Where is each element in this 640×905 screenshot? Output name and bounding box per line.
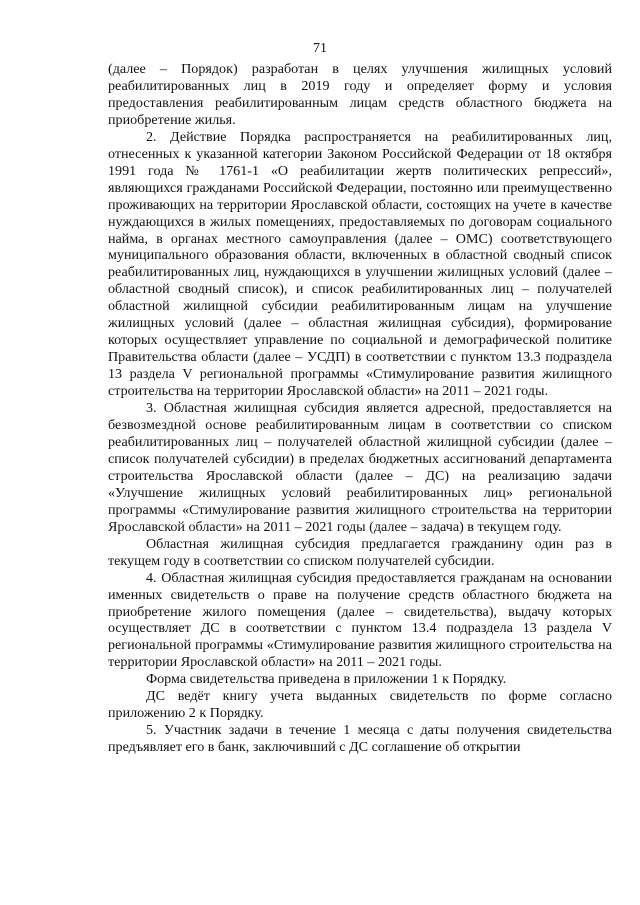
- paragraph-intro-continuation: (далее – Порядок) разработан в целях улучшения жилищных условий реабилитированных лиц в 2019 году и определяет форму и условия предоставления реабилитированным лицам средств областного бюджета на приобретение жилья.: [108, 61, 612, 128]
- paragraph-item-2: 2. Действие Порядка распространяется на реабилитированных лиц, отнесенных к указанной категории Законом Российской Федерации от 18 октября 1991 года № 1761-1 «О реабилитации жертв политических репрессий», являющихся гражданами Российской Федерации, постоянно или преимущественно проживающих на территории Ярославской области, состоящих на учете в качестве нуждающихся в жилых помещениях, предоставляемых по договорам социального найма, в органах местного самоуправления (далее – ОМС) соответствующего муниципального образования области, включенных в областной сводный список реабилитированных лиц, нуждающихся в улучшении жилищных условий (далее – областной сводный список), и список реабилитированных лиц – получателей областной жилищной субсидии реабилитированным лицам на улучшение жилищных условий (далее – областная жилищная субсидия), формирование которых осуществляет управление по социальной и демографической политике Правительства области (далее – УСДП) в соответствии с пунктом 13.3 подраздела 13 раздела V региональной программы «Стимулирование развития жилищного строительства на территории Ярославской области» на 2011 – 2021 годы.: [108, 128, 612, 400]
- paragraph-item-5: 5. Участник задачи в течение 1 месяца с даты получения свидетельства предъявляет его в банк, заключивший с ДС соглашение об открытии: [108, 722, 612, 756]
- paragraph-item-4: 4. Областная жилищная субсидия предоставляется гражданам на основании именных свидетельств о праве на получение средств областного бюджета на приобретение жилого помещения (далее – свидетельства), выдачу которых осуществляет ДС в соответствии с пунктом 13.4 подраздела 13 раздела V региональной программы «Стимулирование развития жилищного строительства на территории Ярославской области» на 2011 – 2021 годы.: [108, 569, 612, 671]
- paragraph-item-3: 3. Областная жилищная субсидия является адресной, предоставляется на безвозмездной основе реабилитированным лицам в соответствии со списком реабилитированных лиц – получателей областной жилищной субсидии (далее – список получателей субсидии) в пределах бюджетных ассигнований департамента строительства Ярославской области (далее – ДС) на реализацию задачи «Улучшение жилищных условий реабилитированных лиц» региональной программы «Стимулирование развития жилищного строительства на территории Ярославской области» на 2011 – 2021 годы (далее – задача) в текущем году.: [108, 400, 612, 535]
- body-text: [108, 61, 612, 756]
- page-number: 71: [313, 41, 327, 56]
- paragraph-subsidy-once: Областная жилищная субсидия предлагается гражданину один раз в текущем году в соответствии со списком получателей субсидии.: [108, 535, 612, 569]
- paragraph-register-book: ДС ведёт книгу учета выданных свидетельств по форме согласно приложению 2 к Порядку.: [108, 688, 612, 722]
- paragraph-certificate-form: Форма свидетельства приведена в приложении 1 к Порядку.: [146, 671, 507, 688]
